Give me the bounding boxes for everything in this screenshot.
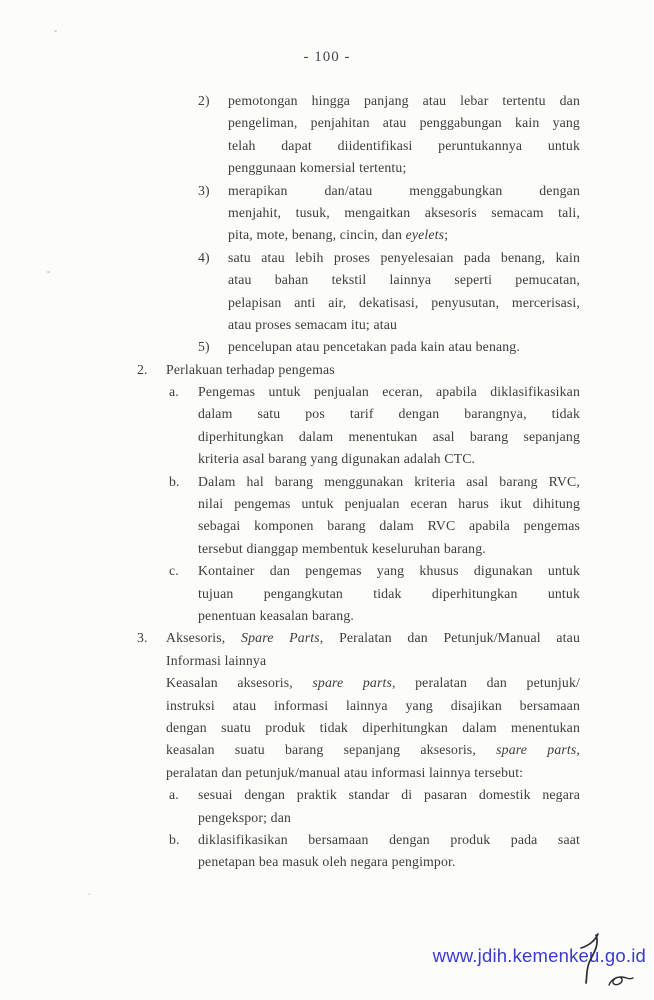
text-line: menjahit, tusuk, mengaitkan aksesoris semacam tali, [228,204,580,220]
text-line: pelapisan anti air, dekatisasi, penyusutan, mercerisasi, [228,294,580,310]
list-marker: b. [169,831,180,847]
list-marker: a. [169,787,179,803]
text-line: telah dapat diidentifikasi peruntukannya untuk [228,137,580,153]
text-line: satu atau lebih proses penyelesaian pada benang, kain [228,249,580,265]
text-line: diklasifikasikan bersamaan dengan produk pada saat [198,831,580,847]
list-item [137,471,580,561]
list-item [137,381,580,471]
text-line: kriteria asal barang yang digunakan adalah CTC. [198,451,476,467]
scan-speck [47,271,50,273]
page-number: - 100 - [303,49,351,65]
text-line: Informasi lainnya [166,652,267,668]
list-marker: 2. [137,361,148,377]
list-item [137,336,580,358]
list-marker: 3) [198,182,210,198]
list-item [137,627,580,672]
text-line: penentuan keasalan barang. [198,607,354,623]
text-line: pengekspor; dan [198,809,292,825]
text-line: instruksi atau informasi lainnya yang disajikan bersamaan [166,697,580,713]
list-marker: b. [169,473,180,489]
list-marker: 5) [198,339,210,355]
text-line: pencelupan atau pencetakan pada kain atau benang. [228,339,520,355]
footer-url: www.jdih.kemenkeu.go.id [432,945,646,966]
list-item [137,247,580,337]
text-line: atau proses semacam itu; atau [228,316,398,332]
text-line: peralatan dan petunjuk/manual atau informasi lainnya tersebut: [166,764,524,780]
list-item [137,180,580,247]
text-line: keasalan suatu barang sepanjang aksesoris, spare parts, [166,742,580,758]
list-item [137,560,580,627]
text-line: Kontainer dan pengemas yang khusus digunakan untuk [198,563,580,579]
scan-speck [88,893,91,895]
text-line: dalam satu pos tarif dengan barangnya, tidak [198,406,580,422]
list-item [137,672,580,784]
text-line: diperhitungkan dalam menentukan asal barang sepanjang [198,428,580,444]
list-item [137,359,580,381]
list-item [137,784,580,829]
text-line: sebagai komponen barang dalam RVC apabila pengemas [198,518,580,534]
initial-squiggle-icon [609,977,633,985]
text-line: sesuai dengan praktik standar di pasaran domestik negara [198,787,580,803]
text-line: atau bahan tekstil lainnya seperti pemucatan, [228,272,580,288]
text-line: penetapan bea masuk oleh negara pengimpor. [198,854,456,870]
text-line: pemotongan hingga panjang atau lebar tertentu dan [228,93,580,108]
list-marker: a. [169,384,179,400]
scan-speck [54,30,57,32]
text-line: tersebut dianggap membentuk keseluruhan barang. [198,540,486,556]
text-line: Keasalan aksesoris, spare parts, peralatan dan petunjuk/ [166,675,580,691]
text-line: Pengemas untuk penjualan eceran, apabila diklasifikasikan [198,384,580,400]
text-line: nilai pengemas untuk penjualan eceran harus ikut dihitung [198,496,580,512]
text-line: Dalam hal barang menggunakan kriteria asal barang RVC, [198,473,580,489]
text-line: dengan suatu produk tidak diperhitungkan dalam menentukan [166,719,580,735]
list-marker: c. [169,563,179,579]
text-line: pengeliman, penjahitan atau penggabungan kain yang [228,115,580,131]
text-line: tujuan pengangkutan tidak diperhitungkan untuk [198,585,580,601]
text-line: Aksesoris, Spare Parts, Peralatan dan Petunjuk/Manual atau [166,630,580,646]
list-item [137,829,580,874]
text-line: penggunaan komersial tertentu; [228,160,407,176]
list-marker: 4) [198,249,210,265]
text-line: Perlakuan terhadap pengemas [166,361,335,377]
list-marker: 3. [137,630,148,646]
list-marker: 2) [198,93,210,108]
text-line: pita, mote, benang, cincin, dan eyelets; [228,227,449,243]
content [137,90,580,874]
list-item [137,90,580,180]
text-line: merapikan dan/atau menggabungkan dengan [228,182,580,198]
